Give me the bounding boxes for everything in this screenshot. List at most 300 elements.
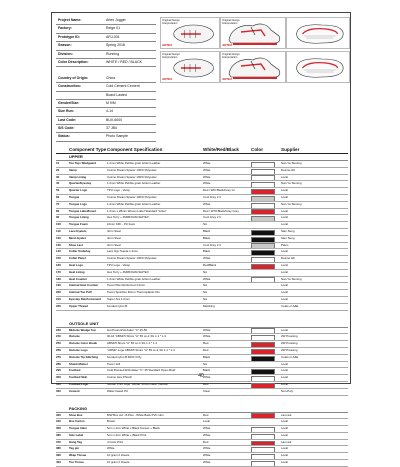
row-code: 150	[56, 256, 61, 261]
header-label: Status:	[58, 134, 70, 139]
color-chip	[251, 454, 275, 459]
shoe-view	[160, 51, 220, 83]
row-code: 40	[56, 181, 60, 186]
row-colorway: White	[203, 161, 211, 165]
row-spec: Cosmo Dream Spacer 100% Polyester	[107, 194, 157, 199]
row-code: 180	[56, 276, 61, 281]
row-colorway: Red	[203, 439, 209, 444]
row-component: Shank Midsol	[69, 361, 88, 366]
row-component: Heel Counter	[69, 276, 87, 281]
row-code: 20	[56, 167, 60, 172]
row-code: 210	[56, 296, 61, 301]
header-label: Factory:	[58, 26, 72, 31]
header-label: Construction:	[58, 84, 81, 89]
row-component: Outsole Logo	[69, 347, 88, 352]
row-color-swatch	[251, 202, 281, 208]
row-code: 110	[56, 228, 61, 233]
table-row	[56, 195, 348, 202]
row-colorway: Red	[203, 341, 209, 346]
row-supplier: Coats or A&E	[281, 303, 299, 308]
row-code: 140	[56, 249, 61, 254]
row-code: 220	[56, 303, 61, 308]
page-number: 40	[198, 373, 204, 379]
table-row	[56, 382, 348, 389]
row-code: 260	[56, 347, 61, 352]
row-colorway: Cool Grey 2 C	[203, 242, 222, 247]
header-row	[56, 67, 156, 74]
color-chip	[251, 175, 275, 180]
row-component: Heel Lining	[69, 269, 85, 274]
row-color-swatch	[251, 263, 281, 269]
table-row	[56, 304, 348, 311]
row-colorway: Red	[203, 347, 209, 352]
table-row	[56, 446, 348, 453]
header-label: Size Run:	[58, 109, 74, 114]
row-supplier: Local	[281, 453, 288, 458]
row-supplier: Non-Poly	[281, 388, 293, 393]
section-title: UPPER	[56, 154, 348, 161]
view-caption: Original Design Interpretation	[162, 19, 180, 25]
row-spec: Texon 124	[107, 361, 121, 366]
color-chip	[251, 277, 275, 282]
row-spec: 5cm x 2cm White + Black Print	[107, 432, 147, 437]
header-label: Season:	[58, 43, 72, 48]
row-colorway: Black	[203, 354, 211, 359]
row-component: Quarter/Eyestay	[69, 181, 92, 186]
color-chip	[251, 250, 275, 255]
row-colorway: White	[203, 375, 211, 380]
row-colorway: White	[203, 174, 211, 179]
row-color-swatch	[251, 270, 281, 276]
row-color-swatch	[251, 362, 281, 368]
row-spec: ABS4/5 Shore "A" 65 co-tr 3G 1.1 * 1.4	[107, 341, 157, 346]
row-code: 380	[56, 446, 61, 451]
row-color-swatch	[251, 460, 281, 466]
row-colorway: Matching	[203, 303, 215, 308]
row-colorway: Red	[203, 412, 209, 417]
row-supplier: Local	[281, 426, 288, 431]
header-value: M 9/M	[106, 100, 116, 105]
row-code: 70	[56, 201, 60, 206]
header-row	[56, 34, 156, 42]
color-chip	[251, 349, 275, 354]
header-label: S/S Code:	[58, 126, 75, 131]
row-component: Outsole Color Break	[69, 341, 97, 346]
row-spec: Lace Nyp Suede 1.2mm	[107, 249, 139, 254]
row-supplier: ZW Pressing	[281, 341, 298, 346]
color-chip	[251, 257, 275, 262]
row-component: Box Carton	[69, 419, 85, 424]
view-caption: Original Design Interpretation	[222, 19, 240, 25]
row-colorway: NA	[203, 361, 208, 366]
row-supplier: Dosmo-HK	[281, 167, 296, 172]
row-spec: 1.2mm x 28mm Woven Label Standard "Artex"	[107, 208, 167, 213]
shoe-view	[286, 51, 350, 83]
row-color-swatch	[251, 222, 281, 228]
header-row	[56, 59, 156, 67]
row-colorway: White	[203, 460, 211, 465]
table-row	[56, 256, 348, 263]
section-spacer	[56, 311, 348, 321]
table-row	[56, 453, 348, 460]
color-chip	[251, 427, 275, 432]
table-row	[56, 426, 348, 433]
row-spec: Cosmo Dream Spacer 100% Polyester	[107, 167, 157, 172]
row-color-swatch	[251, 229, 281, 235]
header-value: Running	[106, 51, 120, 56]
row-spec: Texon Rite Reinforced 1.0mm	[107, 283, 146, 288]
color-chip	[251, 203, 275, 208]
row-colorway: White	[203, 167, 211, 172]
header-value: 4-14	[106, 109, 114, 114]
row-colorway: Red	[203, 381, 209, 386]
color-chip	[251, 441, 275, 446]
header-value: BUX-6000	[106, 117, 123, 122]
row-code: 250	[56, 341, 61, 346]
header-row	[56, 51, 156, 59]
row-code: 90	[56, 215, 60, 220]
row-colorway: Red/Black	[203, 262, 217, 267]
row-spec: 1.2mm White Pebble grain Action Leather	[107, 181, 161, 186]
section-title: PACKING	[56, 406, 348, 413]
header-label: Project Name:	[58, 18, 82, 22]
table-row	[56, 334, 348, 341]
row-code: 200	[56, 290, 61, 295]
spec-table	[56, 140, 348, 467]
row-color-swatch	[251, 446, 281, 452]
header-row	[56, 75, 156, 83]
row-code: 370	[56, 439, 61, 444]
color-chip	[251, 162, 275, 167]
row-supplier: ZW Pressing	[281, 334, 298, 339]
color-chip	[251, 461, 275, 466]
table-row	[56, 460, 348, 467]
header-value: 37 JB4	[106, 126, 117, 131]
row-supplier: Local	[281, 222, 288, 227]
row-spec: "ARSE" Logo ABS4/5 Shore "A" 65 co-tr 3G 1.1 * 1.4	[107, 347, 175, 352]
table-row	[56, 222, 348, 229]
row-supplier: Local	[281, 460, 288, 465]
color-chip	[251, 413, 275, 418]
row-component: Outsole	[69, 334, 80, 339]
row-supplier: Sam Sung	[281, 228, 295, 233]
table-row	[56, 362, 348, 369]
row-code: 190	[56, 283, 61, 288]
section-spacer	[56, 396, 348, 406]
row-supplier: Local	[281, 381, 288, 386]
row-supplier: Nan-Ya Tanning	[281, 181, 302, 186]
color-chip	[251, 237, 275, 242]
color-chip	[251, 209, 275, 214]
row-color-swatch	[251, 419, 281, 425]
row-supplier: Local	[281, 296, 288, 301]
row-component: Internal Heel Counter	[69, 283, 99, 288]
header-value: Photo Sample	[106, 134, 128, 139]
row-color-swatch	[251, 304, 281, 310]
row-color-swatch	[251, 334, 281, 340]
row-colorway: White	[203, 446, 211, 451]
table-row	[56, 355, 348, 362]
col-supplier: Supplier	[281, 147, 300, 152]
shoe-view	[220, 51, 286, 83]
color-chip	[251, 328, 275, 333]
header-row	[56, 125, 156, 133]
row-colorway: White	[203, 256, 211, 261]
row-component: Size Label	[69, 432, 84, 437]
row-spec: Water based PU	[107, 388, 129, 393]
row-component: Upper Thread	[69, 303, 88, 308]
header-row	[56, 17, 156, 25]
row-supplier: Local	[281, 174, 288, 179]
row-color-swatch	[251, 181, 281, 187]
color-chip	[251, 434, 275, 439]
row-supplier: Local	[281, 194, 288, 199]
row-supplier: Local	[281, 262, 288, 267]
row-code: 310	[56, 381, 61, 386]
row-component: Vamp	[69, 167, 77, 172]
row-spec: Cosmo Hex Phresh	[107, 375, 133, 380]
color-chip	[251, 264, 275, 269]
table-row	[56, 413, 348, 420]
row-color-swatch	[251, 243, 281, 249]
row-colorway: Black	[203, 235, 211, 240]
row-colorway: White	[203, 276, 211, 281]
row-color-swatch	[251, 382, 281, 388]
table-row	[56, 290, 348, 297]
col-component: Component Type	[69, 147, 107, 152]
row-code: 350	[56, 426, 61, 431]
row-code: 270	[56, 354, 61, 359]
table-row	[56, 328, 348, 335]
row-supplier: Local	[281, 446, 288, 451]
row-code: 280	[56, 361, 61, 366]
row-colorway: Clear	[203, 388, 210, 393]
header-label: Country of Origin:	[58, 75, 89, 80]
row-code: 50	[56, 188, 60, 193]
row-component: Tag pin	[69, 446, 80, 451]
view-caption: Original Design Interpretation	[222, 53, 240, 59]
view-caption: Original Design Interpretation	[162, 53, 180, 59]
row-supplier: Lam-tek	[281, 439, 292, 444]
row-component: Tongue Logo	[69, 201, 88, 206]
header-label	[56, 92, 106, 99]
row-supplier: Local	[281, 188, 288, 193]
row-colorway: Black	[203, 368, 211, 373]
row-code: 130	[56, 242, 61, 247]
row-colorway: NA	[203, 269, 208, 274]
table-row	[56, 277, 348, 284]
row-spec: 4 Color Print	[107, 439, 124, 444]
row-spec: 10 gram 2 sheets	[107, 460, 130, 465]
row-component: Outsole Tip Stitching	[69, 354, 99, 359]
color-chip	[251, 243, 275, 248]
header-row	[56, 108, 156, 116]
row-colorway: Red / Wht Black/Grey Gr	[203, 188, 235, 193]
row-spec: Texon Spunflex 30mm Thermoplastic film	[107, 290, 160, 295]
row-component: Tongue Foam	[69, 222, 88, 227]
header-row	[56, 83, 156, 91]
table-row	[56, 229, 348, 236]
row-code: 160	[56, 262, 61, 267]
row-code: 60	[56, 194, 60, 199]
row-colorway: White	[203, 453, 211, 458]
row-component: Quarter Logo	[69, 188, 88, 193]
row-colorway: NA	[203, 222, 208, 227]
row-spec: 4mm Steel	[107, 242, 121, 247]
row-spec: Brown	[107, 419, 116, 424]
color-chip	[251, 447, 275, 452]
table-row	[56, 175, 348, 182]
row-component: Tongue	[69, 194, 80, 199]
header-row	[56, 25, 156, 33]
row-supplier: Local	[281, 419, 288, 424]
row-colorway: NA	[203, 290, 208, 295]
header-info	[56, 17, 156, 142]
row-color-swatch	[251, 175, 281, 181]
row-spec: 10 gram 2 sheets	[107, 453, 130, 458]
row-code: 320	[56, 388, 61, 393]
table-row	[56, 419, 348, 426]
row-spec: Screen Print Logo "ARSE" 60mm Heat Transfer	[107, 381, 169, 386]
row-color-swatch	[251, 290, 281, 296]
header-row	[56, 42, 156, 50]
row-color-swatch	[251, 283, 281, 289]
row-color-swatch	[251, 341, 281, 347]
row-colorway: White	[203, 426, 211, 431]
row-spec: 1.2mm White Pebble grain Action Leather	[107, 276, 161, 281]
row-colorway: White	[203, 334, 211, 339]
row-color-swatch	[251, 440, 281, 446]
row-component: Cement	[69, 388, 80, 393]
shoe-view	[220, 17, 286, 49]
color-chip	[251, 189, 275, 194]
color-chip	[251, 342, 275, 347]
row-spec: Cold Pressed EVA Asker "C" 45 Standard Open-Mold	[107, 368, 176, 373]
row-colorway: Cool Grey 2 C	[203, 215, 222, 220]
color-chip	[251, 182, 275, 187]
row-spec: Cosmo Dream Spacer 100% Polyester	[107, 256, 157, 261]
outsole-sketch	[287, 52, 349, 82]
row-component: Toe Tap / Mudguard	[69, 161, 97, 165]
row-supplier: Local	[281, 283, 288, 288]
col-color: Color	[251, 147, 263, 152]
view-logo: ARTEX	[222, 43, 233, 47]
row-code: 360	[56, 432, 61, 437]
shoe-view	[160, 17, 220, 49]
table-row	[56, 283, 348, 290]
row-code: 390	[56, 453, 61, 458]
header-label: Color Description:	[58, 59, 89, 64]
row-spec: IR-44 "ABS4/5 Shore "A" 65 co-tr 3G 1.1 * 1.4	[107, 334, 166, 339]
table-row	[56, 236, 348, 243]
header-label: Prototype ID:	[58, 34, 80, 39]
row-color-swatch	[251, 277, 281, 283]
row-component: Footbed Skin	[69, 375, 88, 380]
header-value: ARJ-001	[106, 34, 120, 39]
col-colorway: White/Red/Black	[203, 147, 239, 152]
row-supplier: Local	[281, 432, 288, 437]
row-component: Vamp Lining	[69, 174, 87, 179]
outsole-sketch	[287, 18, 349, 48]
color-chip	[251, 216, 275, 221]
row-color-swatch	[251, 453, 281, 459]
header-value: WHITE / RED / BLACK	[106, 59, 142, 64]
col-spec: Component Specification	[107, 147, 163, 152]
table-row	[56, 341, 348, 348]
row-component: Footbed	[69, 368, 81, 373]
header-label	[56, 67, 106, 74]
color-chip	[251, 356, 275, 361]
row-color-swatch	[251, 249, 281, 255]
row-supplier: Local	[281, 361, 288, 366]
row-code: 340	[56, 419, 61, 424]
row-colorway: NA	[203, 296, 208, 301]
row-component: Mesh Eyelet	[69, 235, 86, 240]
color-chip	[251, 169, 275, 174]
row-spec: White	[107, 446, 115, 451]
row-color-swatch	[251, 413, 281, 419]
row-component: Eyestay Reinforcement	[69, 296, 101, 301]
header-value: Cold Cement Cement	[106, 84, 140, 89]
row-component: Lace Eyelets	[69, 228, 87, 233]
table-row	[56, 161, 348, 168]
section-title: OUTSOLE UNIT	[56, 321, 348, 328]
row-spec: TPU Logo - Vamp	[107, 188, 130, 193]
row-spec: Hex Terry + 4MMFOAM-SHITEX	[107, 269, 149, 274]
row-component: Midsole Wedge Top	[69, 327, 96, 332]
row-code: 170	[56, 269, 61, 274]
table-row	[56, 181, 348, 188]
row-spec: bonded nylon B 6000 3 Ply	[107, 354, 142, 359]
row-supplier: Local	[281, 249, 288, 254]
table-header	[56, 140, 348, 154]
row-color-swatch	[251, 188, 281, 194]
row-colorway: White	[203, 327, 211, 332]
row-component: Shoe Box	[69, 412, 83, 417]
row-color-swatch	[251, 256, 281, 262]
row-colorway: Black	[203, 228, 211, 233]
row-colorway: Black	[203, 249, 211, 254]
row-colorway: Cool Grey 2 C	[203, 194, 222, 199]
view-logo: ARTEX	[162, 77, 173, 81]
row-spec: TPU Logo - Vamp	[107, 262, 130, 267]
row-component: Collar Underlay	[69, 249, 91, 254]
row-code: 330	[56, 412, 61, 417]
row-color-swatch	[251, 328, 281, 334]
row-color-swatch	[251, 348, 281, 354]
table-row	[56, 249, 348, 256]
row-spec: 4mm Steel	[107, 235, 121, 240]
table-row	[56, 297, 348, 304]
row-supplier: Local	[281, 215, 288, 220]
shoe-view	[286, 17, 350, 49]
row-spec: bonded nylon B	[107, 303, 128, 308]
row-spec: Super-Tex 1.0mm	[107, 296, 130, 301]
row-component: Wrap Tissue	[69, 453, 87, 458]
row-supplier: Patco	[281, 242, 289, 247]
header-value: Spring 2018	[106, 43, 125, 48]
row-color-swatch	[251, 161, 281, 167]
table-row	[56, 270, 348, 277]
row-supplier: Nan-Ya Tanning	[281, 276, 302, 281]
row-supplier: Local	[281, 375, 288, 380]
row-supplier: Lam-tek	[281, 412, 292, 417]
row-colorway: White	[203, 181, 211, 186]
header-label: Last Code:	[58, 117, 77, 122]
table-body	[56, 154, 348, 467]
row-code: 30	[56, 174, 60, 179]
row-colorway: White	[203, 432, 211, 437]
